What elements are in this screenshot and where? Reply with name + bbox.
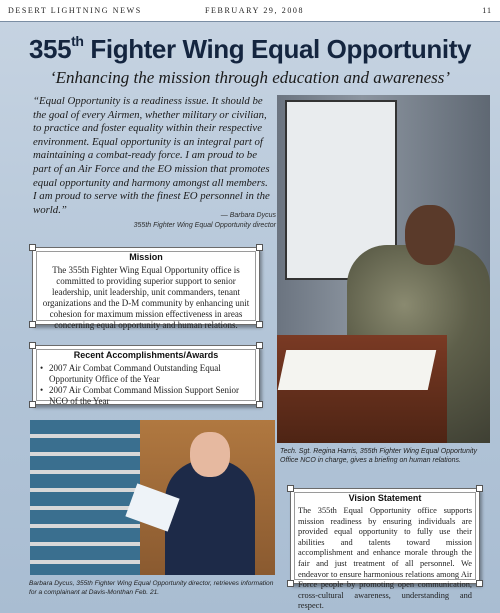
title-rest: Fighter Wing Equal Opportunity [83, 34, 472, 64]
corner-ornament [256, 401, 263, 408]
corner-ornament [29, 321, 36, 328]
corner-ornament [287, 580, 294, 587]
photo-director [30, 420, 275, 575]
article-title [0, 34, 500, 65]
vision-heading: Vision Statement [348, 493, 422, 503]
quote-author: — Barbara Dycus [220, 212, 276, 219]
soldier-head [405, 205, 455, 265]
corner-ornament [29, 342, 36, 349]
issue-date: FEBRUARY 29, 2008 [205, 6, 305, 15]
corner-ornament [476, 485, 483, 492]
publication-name: DESERT LIGHTNING NEWS [8, 6, 142, 15]
corner-ornament [287, 485, 294, 492]
corner-ornament [29, 244, 36, 251]
vision-box [290, 488, 480, 611]
title-number: 355 [28, 34, 72, 64]
awards-list [40, 363, 252, 407]
mission-body: The 355th Fighter Wing Equal Opportunity office is committed to providing superior support to senior leadership, unit leadership, unit commanders, tenant organizations and the D-M community by enhancing unit cohesion for maximum mission effectiveness in areas concerning equal opportunity and human relations. [42, 265, 250, 330]
director-head [190, 432, 230, 477]
photo-caption-director: Barbara Dycus, 355th Fighter Wing Equal Opportunity director, retrieves information for a complainant at Davis-Monthan Feb. 21. [29, 580, 274, 596]
corner-ornament [256, 342, 263, 349]
page-number: 11 [482, 6, 492, 15]
award-item: • 2007 Air Combat Command Outstanding Equal Opportunity Office of the Year [40, 363, 252, 385]
pull-quote: “Equal Opportunity is a readiness issue. It should be the goal of every Airmen, whether military or civilian, to practice and foster equality within their respective environment. Equal opportunity is an integral part of maintaining a combat-ready force. I am proud to be part of an Air Force and the EO mission that promotes equal opportunity and harmony amongst all members. I am proud to serve with the finest EO personnel in the world.” [33, 95, 270, 216]
corner-ornament [256, 321, 263, 328]
quote-author-title: 355th Fighter Wing Equal Opportunity director [133, 222, 276, 229]
corner-ornament [476, 580, 483, 587]
vision-body: The 355th Equal Opportunity office supports mission readiness by ensuring individuals are provided equal opportunity to fully use their abilities and talents toward mission accomplishment and enhance morale through the fair and just treatment of all personnel. We endeavor to ensure harmonious relations among Air Force people by promoting open communication, cross-cultural awareness, understanding and respect. [298, 506, 472, 611]
corner-ornament [29, 401, 36, 408]
quote-attribution [100, 211, 276, 231]
page-header [0, 0, 500, 22]
pamphlet-rack [30, 420, 140, 575]
awards-box [32, 345, 260, 405]
awards-heading: Recent Accomplishments/Awards [73, 350, 219, 360]
director-figure [165, 460, 255, 575]
award-item: • 2007 Air Combat Command Mission Support Senior NCO of the Year [40, 385, 252, 407]
mission-heading: Mission [129, 252, 163, 262]
mission-box [32, 247, 260, 330]
photo-briefing [277, 95, 490, 443]
corner-ornament [256, 244, 263, 251]
briefing-papers [278, 350, 437, 390]
title-ordinal: th [71, 33, 84, 50]
photo-caption-briefing: Tech. Sgt. Regina Harris, 355th Fighter Wing Equal Opportunity Office NCO in charge, gives a briefing on human relations. [280, 448, 477, 464]
article-subtitle: ‘Enhancing the mission through education and awareness’ [49, 68, 451, 87]
